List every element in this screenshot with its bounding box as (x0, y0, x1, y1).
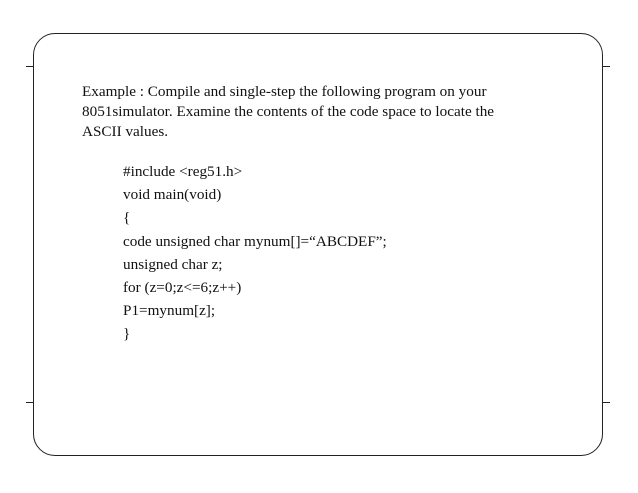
slide-frame (33, 33, 603, 456)
right-frame-tick-bottom (602, 402, 610, 403)
slide-content (82, 82, 557, 346)
code-line-open-brace: { (123, 209, 131, 227)
intro-line-2: 8051simulator. Examine the contents of the code space to locate the (82, 103, 495, 120)
left-frame-tick-bottom (26, 402, 34, 403)
code-line-array-declaration: code unsigned char mynum[]=“ABCDEF”; (123, 232, 387, 250)
intro-line-1: Example : Compile and single-step the following program on your (82, 83, 487, 100)
example-description (82, 82, 557, 142)
code-line-main-signature: void main(void) (123, 186, 222, 204)
code-line-variable-declaration: unsigned char z; (123, 255, 223, 273)
left-frame-tick-top (26, 66, 34, 67)
intro-line-3: ASCII values. (82, 123, 169, 140)
code-line-port-assignment: P1=mynum[z]; (123, 302, 216, 320)
code-line-for-loop: for (z=0;z<=6;z++) (123, 279, 242, 297)
code-listing (123, 160, 557, 346)
code-line-close-brace: } (123, 325, 131, 343)
code-line-include: #include <reg51.h> (123, 163, 243, 180)
right-frame-tick-top (602, 66, 610, 67)
